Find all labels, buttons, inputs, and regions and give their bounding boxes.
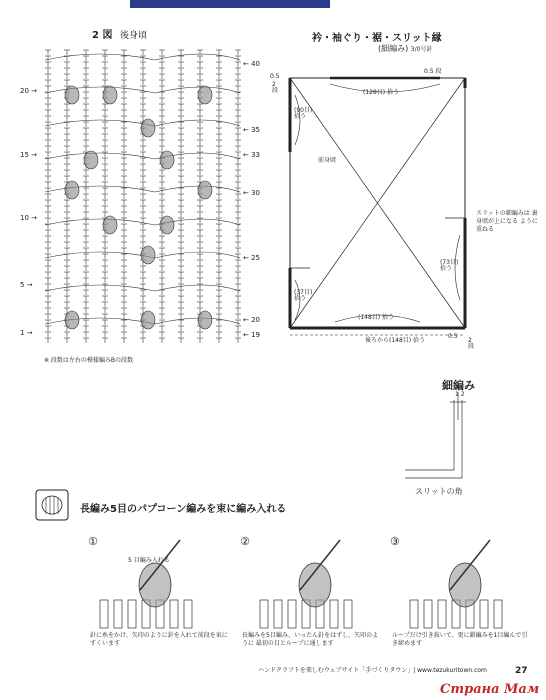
schematic-stitch: (細編み) xyxy=(378,44,409,53)
right-row-label: ← 33 xyxy=(243,151,260,159)
schematic-title: 衿・袖ぐり・裾・スリット縁 xyxy=(312,33,442,44)
step-caption: ループだけ引き抜いて、更に鎖編みを1目編んで引き締めます xyxy=(392,632,528,647)
left-row-label: 15 → xyxy=(20,151,37,159)
slit-corner-label: スリットの角 xyxy=(415,487,463,496)
schematic-subtitle xyxy=(378,45,432,53)
header-band xyxy=(130,0,330,8)
left-row-label: 1 → xyxy=(20,329,33,337)
figure-number: 2 図 xyxy=(92,30,113,41)
back-hem-count: 後ろから(148目) 拾う xyxy=(365,337,426,344)
right-row-label: ← 40 xyxy=(243,60,260,68)
chart-note: ※ 段数は左右の模様編みBの段数 xyxy=(44,357,134,364)
bottom-right-rows: 2 段 xyxy=(468,337,475,350)
right-row-label: ← 30 xyxy=(243,189,260,197)
hosoami-row-marks: 1 2 xyxy=(455,391,465,398)
top-right-measure: 0.5 段 xyxy=(424,68,442,75)
hem-count: (148目) 拾う xyxy=(358,314,395,321)
left-slit-count: (37目) 拾う xyxy=(294,289,313,302)
popcorn-title: 長編み5目のパプコーン編みを束に編み入れる xyxy=(80,504,287,515)
left-row-label: 10 → xyxy=(20,214,37,222)
step-caption: 針に糸をかけ、矢印のように針を入れて前段を束にすくいます xyxy=(90,632,228,647)
popcorn-steps-illustrations xyxy=(100,540,502,628)
top-left-rows: 2 段 xyxy=(272,81,279,94)
front-body-schematic xyxy=(290,78,465,335)
slit-corner-diagram xyxy=(405,392,466,478)
front-body-label: 前身頃 xyxy=(318,157,337,164)
right-row-label: ← 19 xyxy=(243,331,260,339)
right-row-label: ← 35 xyxy=(243,126,260,134)
watermark-logo: Страна Мам xyxy=(440,682,540,697)
step-number: ③ xyxy=(390,535,400,548)
hosoami-title: 細編み xyxy=(442,379,475,392)
right-row-label: ← 20 xyxy=(243,316,260,324)
chart-label: 後身頃 xyxy=(119,31,147,41)
right-row-label: ← 25 xyxy=(243,254,260,262)
right-slit-count: (73目) 拾う xyxy=(440,259,459,272)
page-number: 27 xyxy=(515,666,528,676)
popcorn-symbol-icon xyxy=(36,490,68,520)
hook-size: 3/0号針 xyxy=(410,46,433,53)
neck-count: (128目) 拾う xyxy=(363,89,400,96)
step-caption: 長編みを5目編み、いったん針をはずし、矢印のように 最初の目とループに通します xyxy=(242,632,379,647)
top-left-measure: 0.5 xyxy=(270,73,280,80)
step-number: ① xyxy=(88,535,98,548)
footer-text: ハンドクラフトを楽しむウェブサイト「手づくりタウン」| www.tezukuritown.com xyxy=(258,667,487,674)
armhole-count: (90目) 拾う xyxy=(294,107,313,120)
left-row-label: 5 → xyxy=(20,281,33,289)
step-number: ② xyxy=(240,535,250,548)
bottom-right-measure: 0.5 xyxy=(448,333,458,340)
slit-note: スリットの細編みは 裏身頃が上になる ように重ねる xyxy=(476,210,538,233)
step-label: 5 目編み入れる xyxy=(128,557,170,564)
stitch-grid xyxy=(45,50,241,343)
left-row-label: 20 → xyxy=(20,87,37,95)
